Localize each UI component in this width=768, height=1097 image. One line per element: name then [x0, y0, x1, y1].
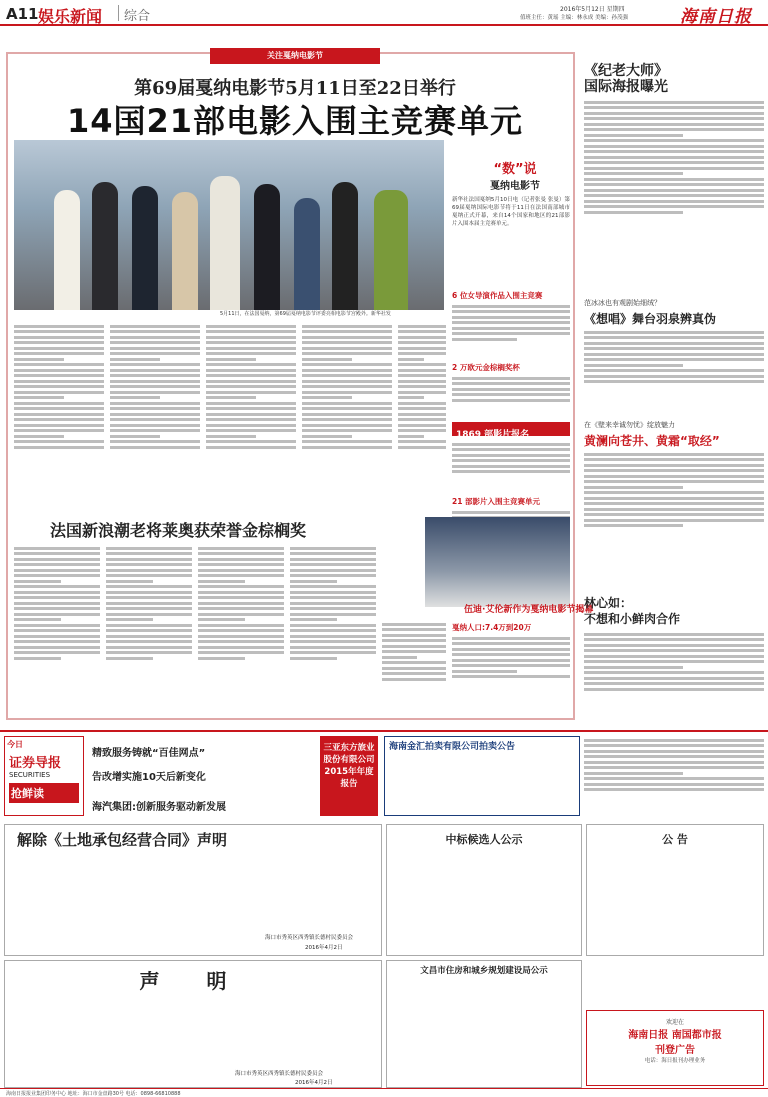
right-story1-body	[584, 98, 764, 270]
right-story3-title: 黄澜向苍井、黄霜“取经”	[584, 434, 720, 448]
ad-headline-3: 海汽集团:创新服务驱动新发展	[92, 802, 226, 813]
annual-report-promo: 三亚东方旅业股份有限公司2015年年度报告	[320, 736, 378, 816]
right-story2-body	[584, 328, 764, 408]
ad-promo-papers: 海南日报 南国都市报	[628, 1030, 722, 1041]
sub-story-col1	[14, 544, 100, 714]
ad-headline-1: 精致服务铸就“百佳网点”	[92, 748, 206, 759]
newspaper-logo: 海南日报	[680, 7, 752, 27]
sub-story-col3	[198, 544, 284, 714]
intro-paragraph	[452, 196, 570, 282]
notice-announce-title: 公 告	[662, 833, 688, 846]
woody-allen-caption: 伍迪·艾伦新作为戛纳电影节揭幕	[464, 605, 594, 615]
main-story-col2	[110, 322, 200, 512]
section-subtitle: 综合	[124, 9, 151, 24]
right-story2-teaser: 范冰冰也有观剧始细绒？	[584, 299, 661, 307]
notice-bid	[386, 824, 582, 956]
right-story1-title: 《纪老大师》	[584, 63, 668, 79]
side-tag-line1: “数”说	[493, 162, 537, 177]
right-story2-title: 《想唱》舞台羽泉辨真伪	[584, 312, 717, 326]
notice-wenchang	[386, 960, 582, 1088]
stat-1869: 1869 部影片报名	[456, 430, 530, 440]
stat-6: 6 位女导演作品入围主竞赛	[452, 291, 543, 300]
sub-story-col4	[290, 544, 376, 714]
securities-title: 证券导报	[9, 756, 62, 771]
ad-promo-cta: 刊登广告	[655, 1045, 695, 1056]
ad-promo-welcome: 欢迎在	[665, 1019, 684, 1026]
stat-1869-body	[452, 440, 570, 492]
population-body	[452, 634, 570, 704]
sub-story-headline: 法国新浪潮老将莱奥获荣誉金棕榈奖	[50, 521, 307, 540]
header-divider	[118, 5, 119, 21]
issue-date: 2016年5月12日 星期四	[560, 6, 625, 13]
right-story3-body	[584, 450, 764, 568]
sub-story-col2	[106, 544, 192, 714]
notice-statement-title: 声 明	[139, 969, 247, 993]
notice-statement-date: 2016年4月2日	[295, 1080, 333, 1086]
intro-text: 新华社法国戛纳5月10日电（记者张曼 张曼）第69届戛纳国际电影节将于11日在法国南部城市戛纳正式开幕，来自14个国家和地区的21部影片入围本届主竞赛单元。	[452, 197, 570, 227]
feature-subhead: 第69届戛纳电影节5月11日至22日举行	[134, 78, 456, 99]
editor-credits: 值班主任：黄瑶 主编：林永成 美编：孙茂强	[520, 15, 628, 21]
jury-photo	[14, 140, 444, 310]
auction-notice	[384, 736, 580, 816]
notice-statement-signer: 海口市秀英区西秀镇长德村民委员会	[235, 1071, 324, 1077]
feature-headline: 14国21部电影入围主竞赛单元	[66, 102, 524, 140]
photo-caption: 5月11日，在法国戛纳，第69届戛纳电影节评委亮相电影节宫殿外。新华社发	[220, 311, 391, 317]
right-story4-title: 林心如：	[584, 596, 633, 610]
ad-promo-phone: 电话：海日报刊办理业务	[644, 1058, 706, 1064]
population-highlight: 戛纳人口:7.4万到20万	[452, 623, 532, 632]
side-tag-line2: 戛纳电影节	[490, 181, 540, 192]
auction-title: 海南金汇拍卖有限公司拍卖公告	[389, 742, 516, 752]
right-story4-subtitle: 不想和小鲜肉合作	[584, 612, 681, 626]
main-story-col4	[302, 322, 392, 512]
notice-terminate-title: 解除《土地承包经营合同》声明	[17, 831, 228, 849]
right-story3-teaser: 在《壁来幸诚勿忧》绽放魅力	[584, 421, 675, 429]
footer-text: 海南日报报业集团印务中心 地址：海口市金盘路30号 电话：0898-66810888	[6, 1091, 181, 1097]
notice-terminate	[4, 824, 382, 956]
notice-bid-title: 中标候选人公示	[445, 833, 523, 846]
securities-en: SECURITIES	[9, 771, 51, 779]
notice-terminate-signer: 海口市秀英区西秀镇长德村民委员会	[265, 935, 354, 941]
page-number: A11	[6, 5, 39, 23]
ad-headline-2: 告改增实施10天后新变化	[92, 772, 206, 783]
securities-today: 今日	[7, 740, 23, 749]
right-story1-subtitle: 国际海报曝光	[584, 79, 668, 95]
ad-promo-box	[586, 1010, 764, 1086]
main-story-col5	[398, 322, 446, 512]
main-story-col3	[206, 322, 296, 512]
stat-21: 21 部影片入围主竞赛单元	[452, 497, 541, 506]
auction-body	[584, 736, 764, 816]
page-footer	[0, 1088, 768, 1097]
woody-allen-photo	[425, 517, 570, 607]
side-tag	[460, 158, 570, 192]
stat-2: 2 万欧元金棕榈奖杯	[452, 363, 520, 372]
right-story4-body	[584, 630, 764, 720]
topic-tab: 关注戛纳电影节	[210, 48, 380, 64]
woody-allen-body	[382, 620, 446, 714]
stat-6-body	[452, 302, 570, 358]
notice-announce	[586, 824, 764, 956]
securities-preview: 抢鲜读	[9, 783, 79, 803]
page-header	[0, 0, 768, 26]
notice-terminate-date: 2016年4月2日	[305, 945, 343, 951]
notice-wenchang-title: 文昌市住房和城乡规划建设局公示	[420, 966, 548, 976]
securities-badge	[4, 736, 84, 816]
stat-1869-bar	[452, 422, 570, 440]
main-story-col1	[14, 322, 104, 512]
notice-statement	[4, 960, 382, 1088]
stat-2-body	[452, 374, 570, 420]
section-title: 娱乐新闻	[38, 7, 103, 26]
